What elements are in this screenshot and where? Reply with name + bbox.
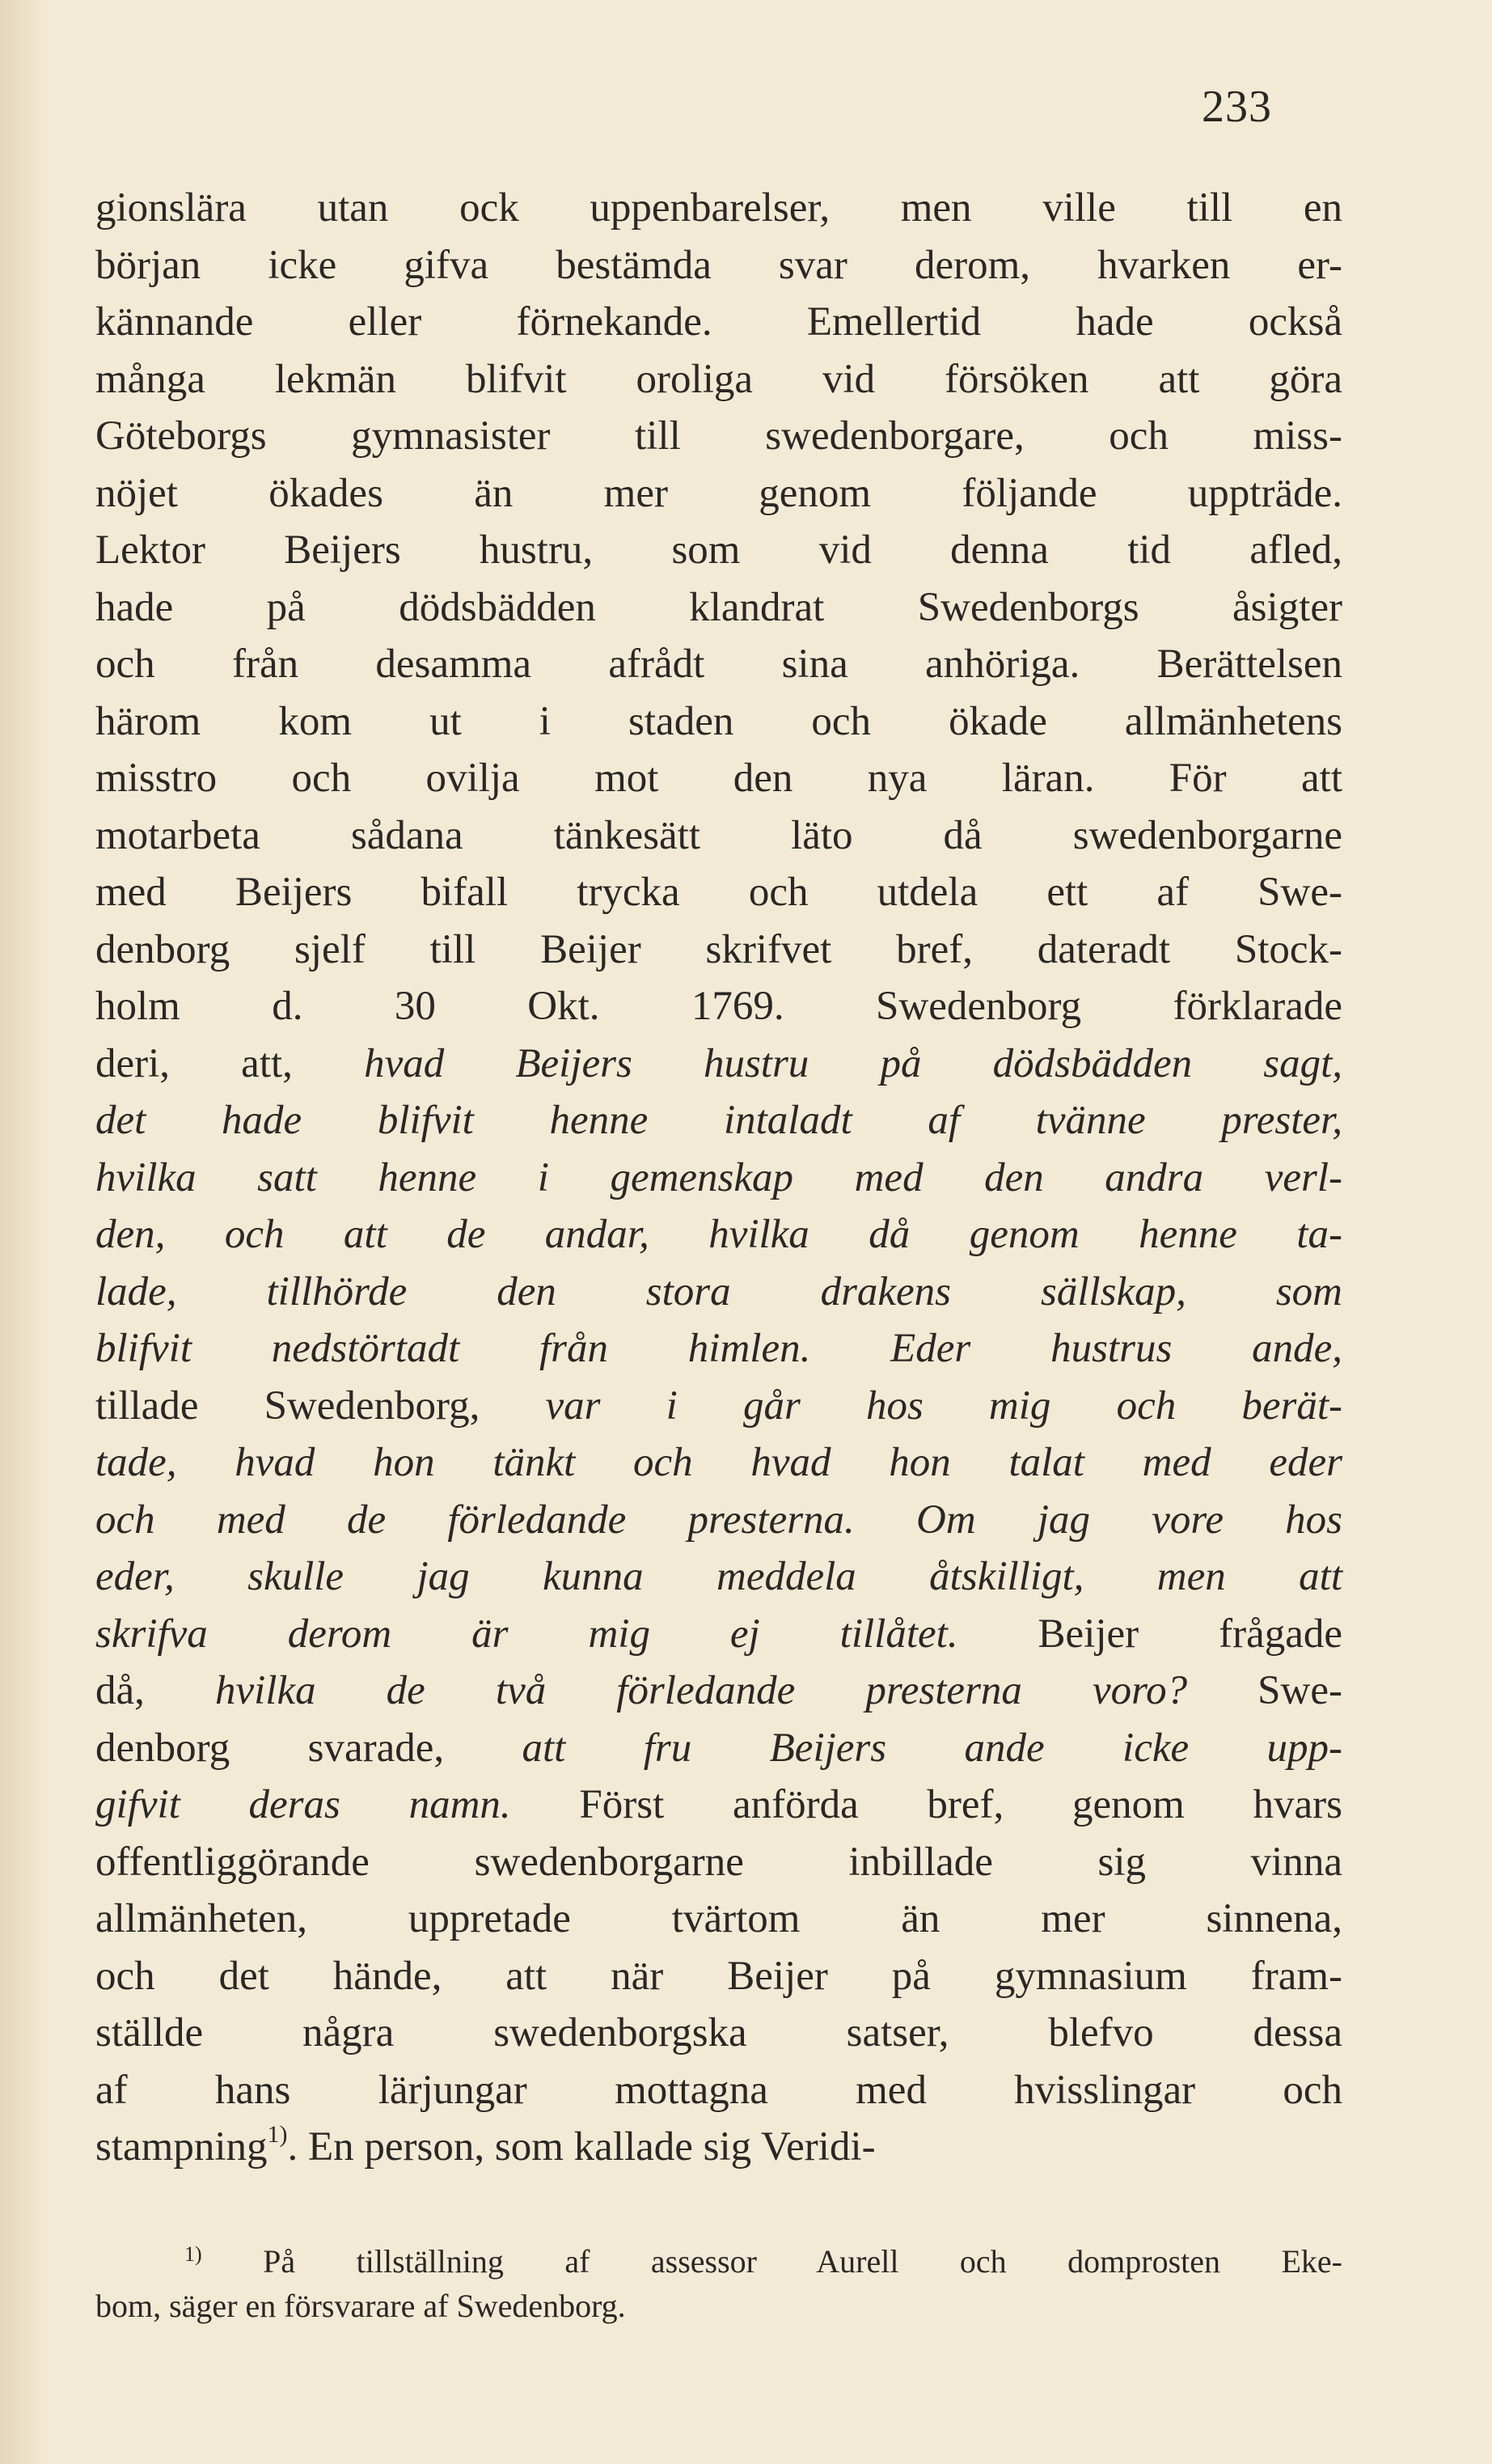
italic-text: hvilka satt henne i gemenskap med den andra verl- bbox=[95, 1154, 1342, 1200]
text-line bbox=[95, 237, 1342, 294]
text-segment: gionslära utan ock uppenbarelser, men ville till en bbox=[95, 185, 1342, 231]
text-line bbox=[95, 1776, 1342, 1834]
text-line bbox=[95, 1662, 1342, 1720]
page-number: 233 bbox=[1202, 82, 1272, 132]
text-line bbox=[95, 864, 1342, 921]
italic-text: den, och att de andar, hvilka då genom henne ta- bbox=[95, 1212, 1342, 1257]
text-line bbox=[95, 408, 1342, 465]
text-segment: holm d. 30 Okt. 1769. Swedenborg förklarade bbox=[95, 984, 1342, 1029]
italic-text: lade, tillhörde den stora drakens sällskap, som bbox=[95, 1268, 1342, 1315]
italic-text: hvad Beijers hustru på dödsbädden sagt, bbox=[364, 1040, 1342, 1086]
text-segment: då, bbox=[95, 1668, 215, 1713]
italic-text: blifvit nedstörtadt från himlen. Eder hustrus ande, bbox=[95, 1326, 1342, 1371]
text-line bbox=[95, 1492, 1342, 1549]
italic-text: eder, skulle jag kunna meddela åtskilligt, men att bbox=[95, 1554, 1342, 1599]
footnote bbox=[95, 2239, 1342, 2328]
text-line bbox=[95, 1890, 1342, 1948]
text-segment: och från desamma afrådt sina anhöriga. Berättelsen bbox=[95, 641, 1342, 687]
text-line bbox=[95, 1378, 1342, 1435]
text-segment: deri, att, bbox=[95, 1040, 365, 1086]
text-line bbox=[95, 2119, 1342, 2176]
text-line bbox=[95, 1548, 1342, 1606]
text-segment: Göteborgs gymnasister till swedenborgare, och miss- bbox=[95, 413, 1342, 459]
italic-text: det hade blifvit henne intaladt af tvänne prester, bbox=[95, 1098, 1342, 1143]
text-segment: af hans lärjungar mottagna med hvisslingar och bbox=[95, 2067, 1342, 2113]
text-line bbox=[95, 1834, 1342, 1891]
text-segment: nöjet ökades än mer genom följande uppträde. bbox=[95, 470, 1342, 516]
text-line bbox=[95, 579, 1342, 637]
text-line bbox=[95, 180, 1342, 237]
text-segment: med Beijers bifall trycka och utdela ett af Swe- bbox=[95, 870, 1342, 915]
italic-text: var i går hos mig och berät- bbox=[545, 1382, 1342, 1429]
text-segment: Lektor Beijers hustru, som vid denna tid afled, bbox=[95, 527, 1342, 573]
italic-text: gifvit deras namn. bbox=[95, 1782, 511, 1827]
text-line bbox=[95, 636, 1342, 693]
text-line bbox=[95, 465, 1342, 523]
italic-text: och med de förledande presterna. Om jag vore hos bbox=[95, 1497, 1342, 1543]
text-line bbox=[95, 1606, 1342, 1663]
text-line bbox=[95, 351, 1342, 409]
text-segment: hade på dödsbädden klandrat Swedenborgs åsigter bbox=[95, 584, 1342, 630]
text-segment: stampning bbox=[95, 2124, 268, 2170]
text-line bbox=[95, 1434, 1342, 1492]
text-line bbox=[95, 294, 1342, 351]
text-segment: offentliggörande swedenborgarne inbillade sig vinna bbox=[95, 1839, 1342, 1885]
text-segment: denborg sjelf till Beijer skrifvet bref, dateradt Stock- bbox=[95, 926, 1342, 972]
text-line bbox=[95, 693, 1342, 751]
text-segment: Beijer frågade bbox=[957, 1611, 1342, 1657]
text-line bbox=[95, 1264, 1342, 1321]
text-segment: allmänheten, uppretade tvärtom än mer sinnena, bbox=[95, 1896, 1342, 1941]
text-line bbox=[95, 750, 1342, 807]
text-line bbox=[95, 1320, 1342, 1378]
text-segment: tillade Swedenborg, bbox=[95, 1382, 546, 1429]
footnote-line: bom, säger en försvarare af Swedenborg. bbox=[95, 2288, 626, 2324]
text-line bbox=[95, 1948, 1342, 2005]
text-line bbox=[95, 921, 1342, 979]
text-segment: motarbeta sådana tänkesätt läto då swedenborgarne bbox=[95, 812, 1342, 858]
text-segment: kännande eller förnekande. Emellertid hade också bbox=[95, 299, 1342, 345]
text-segment: Först anförda bref, genom hvars bbox=[510, 1782, 1342, 1827]
text-line bbox=[95, 1092, 1342, 1149]
text-segment: ställde några swedenborgska satser, blefvo dessa bbox=[95, 2010, 1342, 2055]
footnote-text: På tillställning af assessor Aurell och domprosten Eke- bbox=[263, 2243, 1342, 2280]
text-line bbox=[95, 522, 1342, 579]
text-line bbox=[95, 1720, 1342, 1777]
italic-text: hvilka de två förledande presterna voro? bbox=[214, 1668, 1188, 1713]
text-line bbox=[95, 2062, 1342, 2119]
text-line bbox=[95, 978, 1342, 1035]
text-segment: misstro och ovilja mot den nya läran. För att bbox=[95, 756, 1342, 801]
text-line bbox=[95, 1149, 1342, 1207]
text-segment: början icke gifva bestämda svar derom, hvarken er- bbox=[95, 242, 1342, 288]
footnote-marker: 1) bbox=[184, 2242, 202, 2266]
text-line bbox=[95, 2005, 1342, 2062]
text-segment: denborg svarade, bbox=[95, 1725, 522, 1771]
italic-text: skrifva derom är mig ej tillåtet. bbox=[95, 1611, 958, 1657]
text-line bbox=[95, 1035, 1342, 1093]
text-line bbox=[95, 1206, 1342, 1264]
text-segment: många lekmän blifvit oroliga vid försöken att göra bbox=[95, 356, 1342, 402]
text-line bbox=[95, 807, 1342, 865]
body-text bbox=[95, 180, 1342, 2176]
text-segment: härom kom ut i staden och ökade allmänhetens bbox=[95, 698, 1342, 744]
italic-text: att fru Beijers ande icke upp- bbox=[522, 1725, 1343, 1771]
text-segment: . En person, som kallade sig Veridi- bbox=[287, 2124, 876, 2170]
italic-text: tade, hvad hon tänkt och hvad hon talat med eder bbox=[95, 1440, 1342, 1485]
text-segment: Swe- bbox=[1187, 1668, 1342, 1713]
footnote-reference: 1) bbox=[267, 2121, 288, 2148]
footnote-line bbox=[95, 2239, 1342, 2284]
text-segment: och det hände, att när Beijer på gymnasium fram- bbox=[95, 1953, 1342, 1999]
